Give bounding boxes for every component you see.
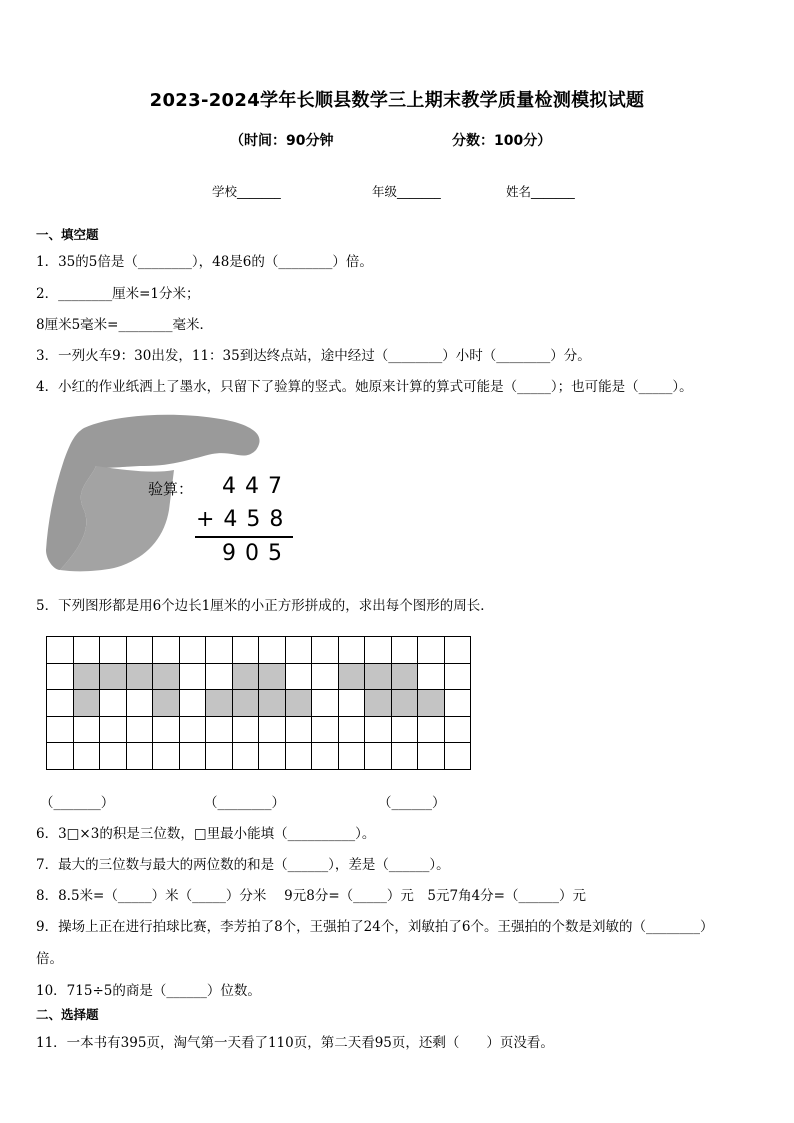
question-9-continued: 倍。	[36, 951, 63, 967]
grid-cell	[100, 637, 127, 664]
grid-cell	[339, 690, 366, 717]
question-4: 4．小红的作业纸洒上了墨水，只留下了验算的竖式。她原来计算的算式可能是（_____）；也可能是（_____）。	[36, 379, 693, 395]
question-2b: 8厘米5毫米=________毫米．	[36, 317, 213, 333]
grid-cell	[47, 743, 74, 770]
page-title: 2023-2024学年长顺县数学三上期末教学质量检测模拟试题	[149, 90, 645, 111]
grid-cell	[339, 743, 366, 770]
grid-cell	[312, 743, 339, 770]
grid-cell-filled	[339, 664, 366, 691]
grid-cell	[445, 717, 472, 744]
grid-cell	[312, 717, 339, 744]
exam-time: （时间：90分钟	[230, 133, 334, 149]
grid-cell	[100, 690, 127, 717]
verification-row-2: +458	[196, 507, 293, 532]
grid-cell	[47, 637, 74, 664]
grid-cell	[259, 637, 286, 664]
question-11: 11．一本书有395页，淘气第一天看了110页，第二天看95页，还剩（ ）页没看。	[36, 1035, 554, 1051]
grid-cell	[153, 743, 180, 770]
school-field: 学校_______	[212, 184, 281, 199]
grid-cell	[339, 717, 366, 744]
grid-cell	[392, 637, 419, 664]
grid-cell-filled	[365, 664, 392, 691]
grid-cell-filled	[392, 664, 419, 691]
grid-cell	[100, 717, 127, 744]
grid-cell	[47, 717, 74, 744]
grid-cell	[418, 664, 445, 691]
grid-cell-filled	[127, 664, 154, 691]
sum-line	[195, 536, 293, 538]
grid-cell-filled	[74, 690, 101, 717]
grade-field: 年级_______	[372, 184, 441, 199]
question-8: 8．8.5米=（_____）米（_____）分米 9元8分=（_____）元 5元7角4分=（______）元	[36, 888, 586, 904]
grid-cell	[233, 717, 260, 744]
question-1: 1．35的5倍是（________），48是6的（________）倍。	[36, 254, 373, 270]
grid-answer-2: （________）	[204, 795, 285, 811]
grid-cell	[365, 743, 392, 770]
grid-cell	[445, 690, 472, 717]
grid-cell	[312, 637, 339, 664]
grid-cell	[445, 664, 472, 691]
grid-cell	[392, 743, 419, 770]
grid-cell	[286, 664, 313, 691]
question-7: 7．最大的三位数与最大的两位数的和是（______），差是（______）。	[36, 857, 450, 873]
grid-cell	[74, 717, 101, 744]
grid-cell	[206, 664, 233, 691]
grid-cell	[127, 717, 154, 744]
section-choice: 二、选择题	[36, 1007, 99, 1022]
grid-cell-filled	[392, 690, 419, 717]
verification-label: 验算：	[148, 480, 194, 498]
grid-cell	[312, 690, 339, 717]
grid-cell	[127, 690, 154, 717]
verification-row-3: 905	[222, 541, 291, 566]
grid-cell-filled	[259, 664, 286, 691]
grid-cell	[418, 637, 445, 664]
grid-cell-filled	[233, 664, 260, 691]
grid-cell	[206, 637, 233, 664]
question-10: 10．715÷5的商是（______）位数。	[36, 983, 261, 999]
grid-cell	[365, 717, 392, 744]
grid-cell	[127, 743, 154, 770]
square-grid	[46, 636, 471, 770]
grid-cell-filled	[418, 690, 445, 717]
grid-cell-filled	[153, 690, 180, 717]
grid-cell	[312, 664, 339, 691]
grid-cell	[418, 717, 445, 744]
grid-cell	[418, 743, 445, 770]
grid-cell	[445, 637, 472, 664]
question-2a: 2．________厘米=1分米；	[36, 286, 200, 302]
question-3: 3．一列火车9：30出发，11：35到达终点站，途中经过（________）小时（________）分。	[36, 348, 591, 364]
grid-cell	[180, 717, 207, 744]
grid-cell	[286, 743, 313, 770]
grid-cell-filled	[233, 690, 260, 717]
grid-cell	[180, 690, 207, 717]
grid-cell	[47, 664, 74, 691]
grid-cell	[392, 717, 419, 744]
grid-answer-1: （_______）	[40, 795, 115, 811]
exam-score: 分数：100分）	[452, 133, 552, 149]
grid-cell	[127, 637, 154, 664]
grid-cell	[74, 637, 101, 664]
grid-cell	[233, 743, 260, 770]
grid-cell	[445, 743, 472, 770]
question-9: 9．操场上正在进行拍球比赛，李芳拍了8个，王强拍了24个，刘敏拍了6个。王强拍的个数是刘敏的（________）	[36, 919, 714, 935]
verification-row-1: 447	[222, 474, 291, 499]
grid-cell-filled	[286, 690, 313, 717]
grid-cell	[286, 637, 313, 664]
grid-cell	[180, 637, 207, 664]
grid-cell	[153, 717, 180, 744]
grid-cell-filled	[259, 690, 286, 717]
question-6: 6．3□×3的积是三位数，□里最小能填（__________）。	[36, 826, 376, 842]
question-5: 5．下列图形都是用6个边长1厘米的小正方形拼成的，求出每个图形的周长．	[36, 598, 494, 614]
grid-cell	[100, 743, 127, 770]
grid-cell-filled	[365, 690, 392, 717]
grid-cell	[259, 717, 286, 744]
grid-cell	[206, 743, 233, 770]
name-field: 姓名_______	[506, 184, 575, 199]
grid-cell	[47, 690, 74, 717]
grid-cell-filled	[74, 664, 101, 691]
grid-cell	[153, 637, 180, 664]
grid-cell-filled	[153, 664, 180, 691]
grid-cell	[259, 743, 286, 770]
grid-cell	[339, 637, 366, 664]
grid-cell	[286, 717, 313, 744]
grid-answer-3: （______）	[378, 795, 446, 811]
grid-cell	[180, 743, 207, 770]
grid-cell	[74, 743, 101, 770]
grid-cell-filled	[100, 664, 127, 691]
section-fill-in: 一、填空题	[36, 227, 99, 242]
grid-cell	[365, 637, 392, 664]
grid-cell-filled	[206, 690, 233, 717]
grid-cell	[206, 717, 233, 744]
grid-cell	[233, 637, 260, 664]
grid-cell	[180, 664, 207, 691]
